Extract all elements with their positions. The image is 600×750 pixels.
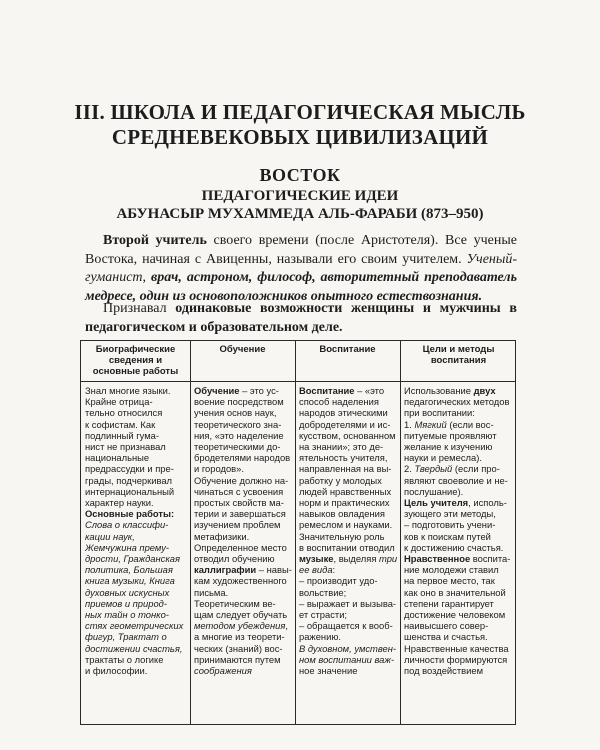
- intro-comma: ,: [142, 270, 151, 285]
- cell-line: предрассудки и пре-: [85, 463, 174, 475]
- cell-italic-term: Твердый: [414, 463, 453, 475]
- cell-italic-term: ее вида: [299, 564, 333, 576]
- cell-line: – производит удо-: [299, 575, 378, 587]
- cell-line: при воспитании:: [404, 407, 475, 419]
- cell-line: Слова о классифи-: [85, 519, 169, 531]
- cell-line: духовных искусных: [85, 586, 170, 598]
- cell-line: учения основ наук,: [194, 407, 277, 419]
- cell-line: в воспитании отводил: [299, 541, 395, 553]
- cell-line: Крайне отрица-: [85, 396, 153, 408]
- cell-line: Жемчужина прему-: [85, 541, 170, 553]
- cell-line: характер науки.: [85, 497, 154, 509]
- cell-italic-term: методом убеждения: [194, 620, 286, 632]
- cell-text: (если про-: [452, 463, 500, 475]
- cell-text: ,: [285, 620, 288, 632]
- cell-line: соображения: [194, 665, 252, 677]
- cell-text: – навы-: [256, 564, 292, 576]
- cell-line: Обучение должно на-: [194, 474, 289, 486]
- cell-line: под воздействием: [404, 665, 484, 677]
- ideas-table: [80, 340, 516, 725]
- cell-text: :: [332, 564, 336, 576]
- cell-goals-methods: [400, 385, 516, 676]
- cell-line: простых свойств ма-: [194, 497, 284, 509]
- cell-italic-term: три: [379, 553, 398, 565]
- cell-line: ет страсти;: [299, 609, 348, 621]
- region-heading: ВОСТОК: [259, 165, 341, 185]
- cell-line: терии и завершаться: [194, 508, 286, 520]
- cell-line: питуемые проявляют: [404, 429, 497, 441]
- cell-line: ния, «это наделение: [194, 429, 284, 441]
- cell-text: (если вос-: [446, 418, 494, 430]
- cell-bold-term: каллиграфии: [194, 564, 257, 576]
- cell-line: трактаты о логике: [85, 653, 164, 665]
- cell-line: ражению.: [299, 631, 341, 643]
- cell-text: , выделяя: [333, 553, 380, 565]
- cell-line: достижение человеком: [404, 609, 506, 621]
- cell-line: навыков овладения: [299, 508, 385, 520]
- header-biography: Биографические сведения и основные работы: [92, 344, 179, 377]
- cell-line: наивысшего совер-: [404, 620, 489, 632]
- cell-line: зующего эти методы,: [404, 508, 496, 520]
- chapter-title-line-2: СРЕДНЕВЕКОВЫХ ЦИВИЛИЗАЦИЙ: [111, 125, 489, 149]
- cell-line: вольствие;: [299, 586, 347, 598]
- cell-line: педагогических методов: [404, 396, 510, 408]
- cell-line: приемов и природ-: [85, 597, 167, 609]
- cell-line: тельно относился: [85, 407, 163, 419]
- cell-line: [404, 463, 513, 474]
- equality-text: Признавал: [103, 301, 176, 316]
- cell-line: ном воспитании важ-: [299, 653, 394, 665]
- cell-line: ное значение: [299, 665, 358, 677]
- intro-bold-term: Второй учитель: [103, 233, 207, 248]
- cell-line: [404, 553, 513, 564]
- cell-line: степени гарантирует: [404, 597, 494, 609]
- cell-line: [404, 497, 513, 508]
- cell-text: воспита-: [470, 553, 511, 565]
- cell-line: ремеслом и науками.: [299, 519, 393, 531]
- cell-line: теоретическими до-: [194, 441, 281, 453]
- cell-line: теоретического зна-: [194, 418, 282, 430]
- section-heading-line-2: АБУНАСЫР МУХАММЕДА АЛЬ-ФАРАБИ (873–950): [116, 206, 484, 222]
- header-goals-methods: Цели и методы воспитания: [422, 344, 495, 366]
- cell-line: а многие из теорети-: [194, 631, 285, 643]
- cell-line: Знал многие языки.: [85, 385, 171, 396]
- cell-line: подлинный гума-: [85, 429, 159, 441]
- cell-line: метафизики.: [194, 530, 250, 542]
- cell-bold-term: двух: [473, 385, 496, 396]
- cell-line: на первое место, так: [404, 575, 495, 587]
- cell-text: – «это: [354, 385, 385, 396]
- header-teaching: Обучение: [219, 344, 266, 355]
- cell-line: ятельность учителя,: [299, 452, 388, 464]
- chapter-title-line-1: III. ШКОЛА И ПЕДАГОГИЧЕСКАЯ МЫСЛЬ: [74, 100, 526, 124]
- cell-line: кусством, основанном: [299, 429, 396, 441]
- cell-line: норм и практических: [299, 497, 390, 509]
- cell-text: 2.: [404, 463, 415, 475]
- equality-paragraph: [85, 300, 517, 337]
- cell-line: дрости, Гражданская: [85, 553, 180, 565]
- cell-line: способ наделения: [299, 396, 379, 408]
- cell-line: В духовном, умствен-: [299, 642, 397, 654]
- cell-line: воение посредством: [194, 396, 284, 408]
- cell-line: Теоретическим ве-: [194, 597, 276, 609]
- cell-line: [194, 620, 291, 631]
- cell-italic-term: Мягкий: [414, 418, 447, 430]
- section-heading: [60, 187, 540, 223]
- cell-line: политика, Большая: [85, 564, 173, 576]
- cell-teaching: [190, 385, 295, 676]
- cell-line: направленная на вы-: [299, 463, 392, 475]
- header-upbringing: Воспитание: [319, 344, 376, 355]
- cell-line: – подготовить учени-: [404, 519, 496, 531]
- cell-text: Использование: [404, 385, 474, 396]
- cell-line: Нравственные качества: [404, 642, 509, 654]
- cell-line: грады, подчеркивал: [85, 474, 173, 486]
- cell-line: к достижению счастья.: [404, 541, 504, 553]
- cell-line: чинаться с усвоения: [194, 485, 284, 497]
- cell-text: 1.: [404, 418, 415, 430]
- cell-line: [194, 385, 291, 396]
- cell-upbringing: [295, 385, 400, 676]
- cell-line: принимаются путем: [194, 653, 281, 665]
- cell-line: ных тайн о тонко-: [85, 609, 169, 621]
- cell-line: ние молодежи ставил: [404, 564, 499, 576]
- cell-line: бродетелями народов: [194, 452, 291, 464]
- cell-line: Основные работы:: [85, 508, 175, 520]
- cell-bold-term: Цель учителя: [404, 497, 469, 509]
- cell-line: [299, 553, 396, 564]
- cell-bold-term: Обучение: [194, 385, 240, 396]
- cell-bold-term: музыке: [299, 553, 334, 565]
- cell-line: добродетелями и ис-: [299, 418, 391, 430]
- cell-line: к софистам. Как: [85, 418, 156, 430]
- cell-line: письма.: [194, 586, 229, 598]
- cell-text: , исполь-: [468, 497, 507, 509]
- chapter-title: [60, 100, 540, 150]
- cell-biography: [81, 385, 190, 676]
- cell-line: [299, 564, 396, 575]
- cell-line: – выражает и вызыва-: [299, 597, 397, 609]
- cell-line: интернациональный: [85, 485, 175, 497]
- cell-line: изучением проблем: [194, 519, 281, 531]
- intro-bold-italic-text: врач, астроном, философ, авторитетный преподаватель медресе, один из основоположников опытного естествознания.: [85, 270, 518, 304]
- cell-line: кам художественного: [194, 575, 287, 587]
- section-heading-line-1: ПЕДАГОГИЧЕСКИЕ ИДЕИ: [201, 188, 399, 204]
- cell-line: стях геометрических: [85, 620, 184, 632]
- intro-paragraph: [85, 232, 517, 306]
- cell-line: людей нравственных: [299, 485, 392, 497]
- cell-line: как оно в значительной: [404, 586, 506, 598]
- cell-line: щам следует обучать: [194, 609, 288, 621]
- cell-bold-term: Воспитание: [299, 385, 355, 396]
- cell-line: шенства и счастья.: [404, 631, 488, 643]
- cell-line: [299, 385, 396, 396]
- cell-line: нист не признавал: [85, 441, 166, 453]
- header-divider: [81, 381, 515, 382]
- cell-text: – это ус-: [239, 385, 279, 396]
- cell-line: и городов».: [194, 463, 244, 475]
- cell-line: Определенное место: [194, 541, 287, 553]
- cell-line: – обращается к вооб-: [299, 620, 393, 632]
- cell-line: кации наук,: [85, 530, 135, 542]
- cell-line: являют своеволие и не-: [404, 474, 508, 486]
- cell-line: желание к изучению: [404, 441, 493, 453]
- cell-line: [404, 419, 513, 430]
- cell-line: личности формируются: [404, 653, 508, 665]
- cell-line: Значительную роль: [299, 530, 385, 542]
- cell-line: на знании»; это де-: [299, 441, 384, 453]
- equality-bold-text: одинаковые возможности женщины и мужчины в педагогическом и образовательном деле.: [85, 301, 517, 335]
- intro-text: своего времени (после Аристотеля). Все ученые Востока, начиная с Авиценны, называли его своим учителем.: [85, 233, 517, 267]
- cell-bold-term: Нравственное: [404, 553, 471, 565]
- cell-line: [194, 564, 291, 575]
- cell-line: и философии.: [85, 665, 148, 677]
- cell-line: работку у молодых: [299, 474, 382, 486]
- cell-line: достижении счастья,: [85, 642, 183, 654]
- cell-line: книга музыки, Книга: [85, 575, 175, 587]
- cell-line: ков к поискам путей: [404, 530, 491, 542]
- cell-line: [404, 385, 513, 396]
- cell-line: народов этическими: [299, 407, 388, 419]
- cell-line: фигур, Трактат о: [85, 631, 167, 643]
- cell-line: науки и ремесла).: [404, 452, 482, 464]
- intro-italic-term: Ученый-гуманист: [85, 251, 517, 285]
- cell-line: национальные: [85, 452, 150, 464]
- cell-line: отводил обучению: [194, 553, 275, 565]
- cell-line: послушание).: [404, 485, 464, 497]
- cell-line: ческих (знаний) вос-: [194, 642, 283, 654]
